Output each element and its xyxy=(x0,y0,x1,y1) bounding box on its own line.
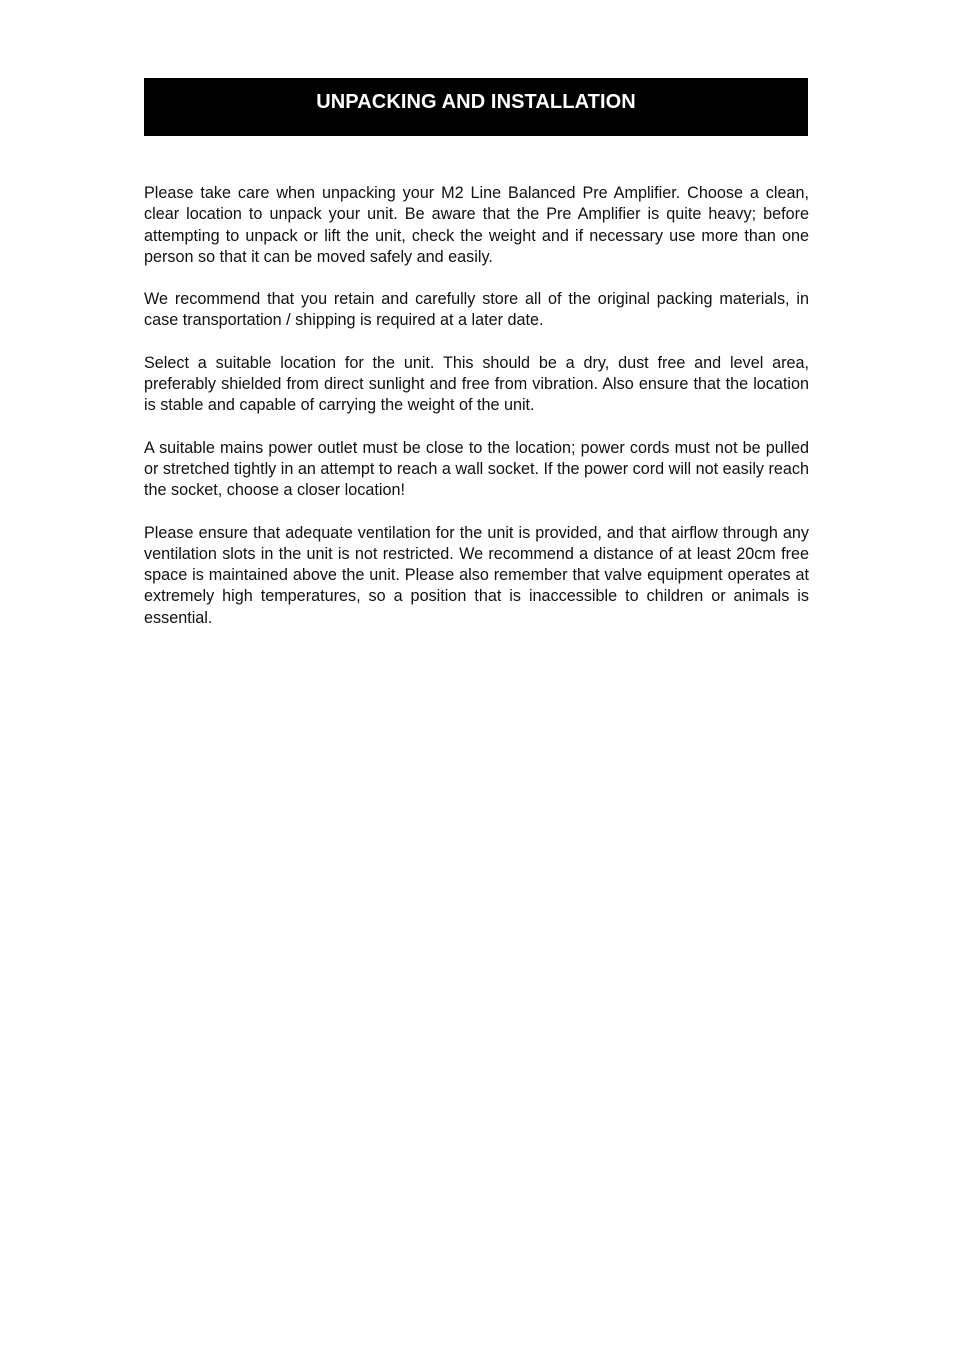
paragraph-power-outlet: A suitable mains power outlet must be close to the location; power cords must not be pulled or stretched tightly in an attempt to reach a wall socket. If the power cord will not easily reach the socket, choose a closer location! xyxy=(144,438,809,500)
paragraph-packing-materials: We recommend that you retain and carefully store all of the original packing materials, in case transportation / shipping is required at a later date. xyxy=(144,290,809,330)
section-title-banner xyxy=(144,78,808,136)
paragraph-location: Select a suitable location for the unit. This should be a dry, dust free and level area, preferably shielded from direct sunlight and free from vibration. Also ensure that the location is stable and capable of carrying the weight of the unit. xyxy=(144,353,809,415)
paragraph-ventilation: Please ensure that adequate ventilation for the unit is provided, and that airflow through any ventilation slots in the unit is not restricted. We recommend a distance of at least 20cm free space is maintained above the unit. Please also remember that valve equipment operates at extremely high temperatures, so a position that is inaccessible to children or animals is essential. xyxy=(144,523,809,627)
body-text xyxy=(144,183,809,650)
section-title: UNPACKING AND INSTALLATION xyxy=(316,90,636,113)
paragraph-unpacking: Please take care when unpacking your M2 Line Balanced Pre Amplifier. Choose a clean, clear location to unpack your unit. Be aware that the Pre Amplifier is quite heavy; before attempting to unpack or lift the unit, check the weight and if necessary use more than one person so that it can be moved safely and easily. xyxy=(144,184,809,266)
